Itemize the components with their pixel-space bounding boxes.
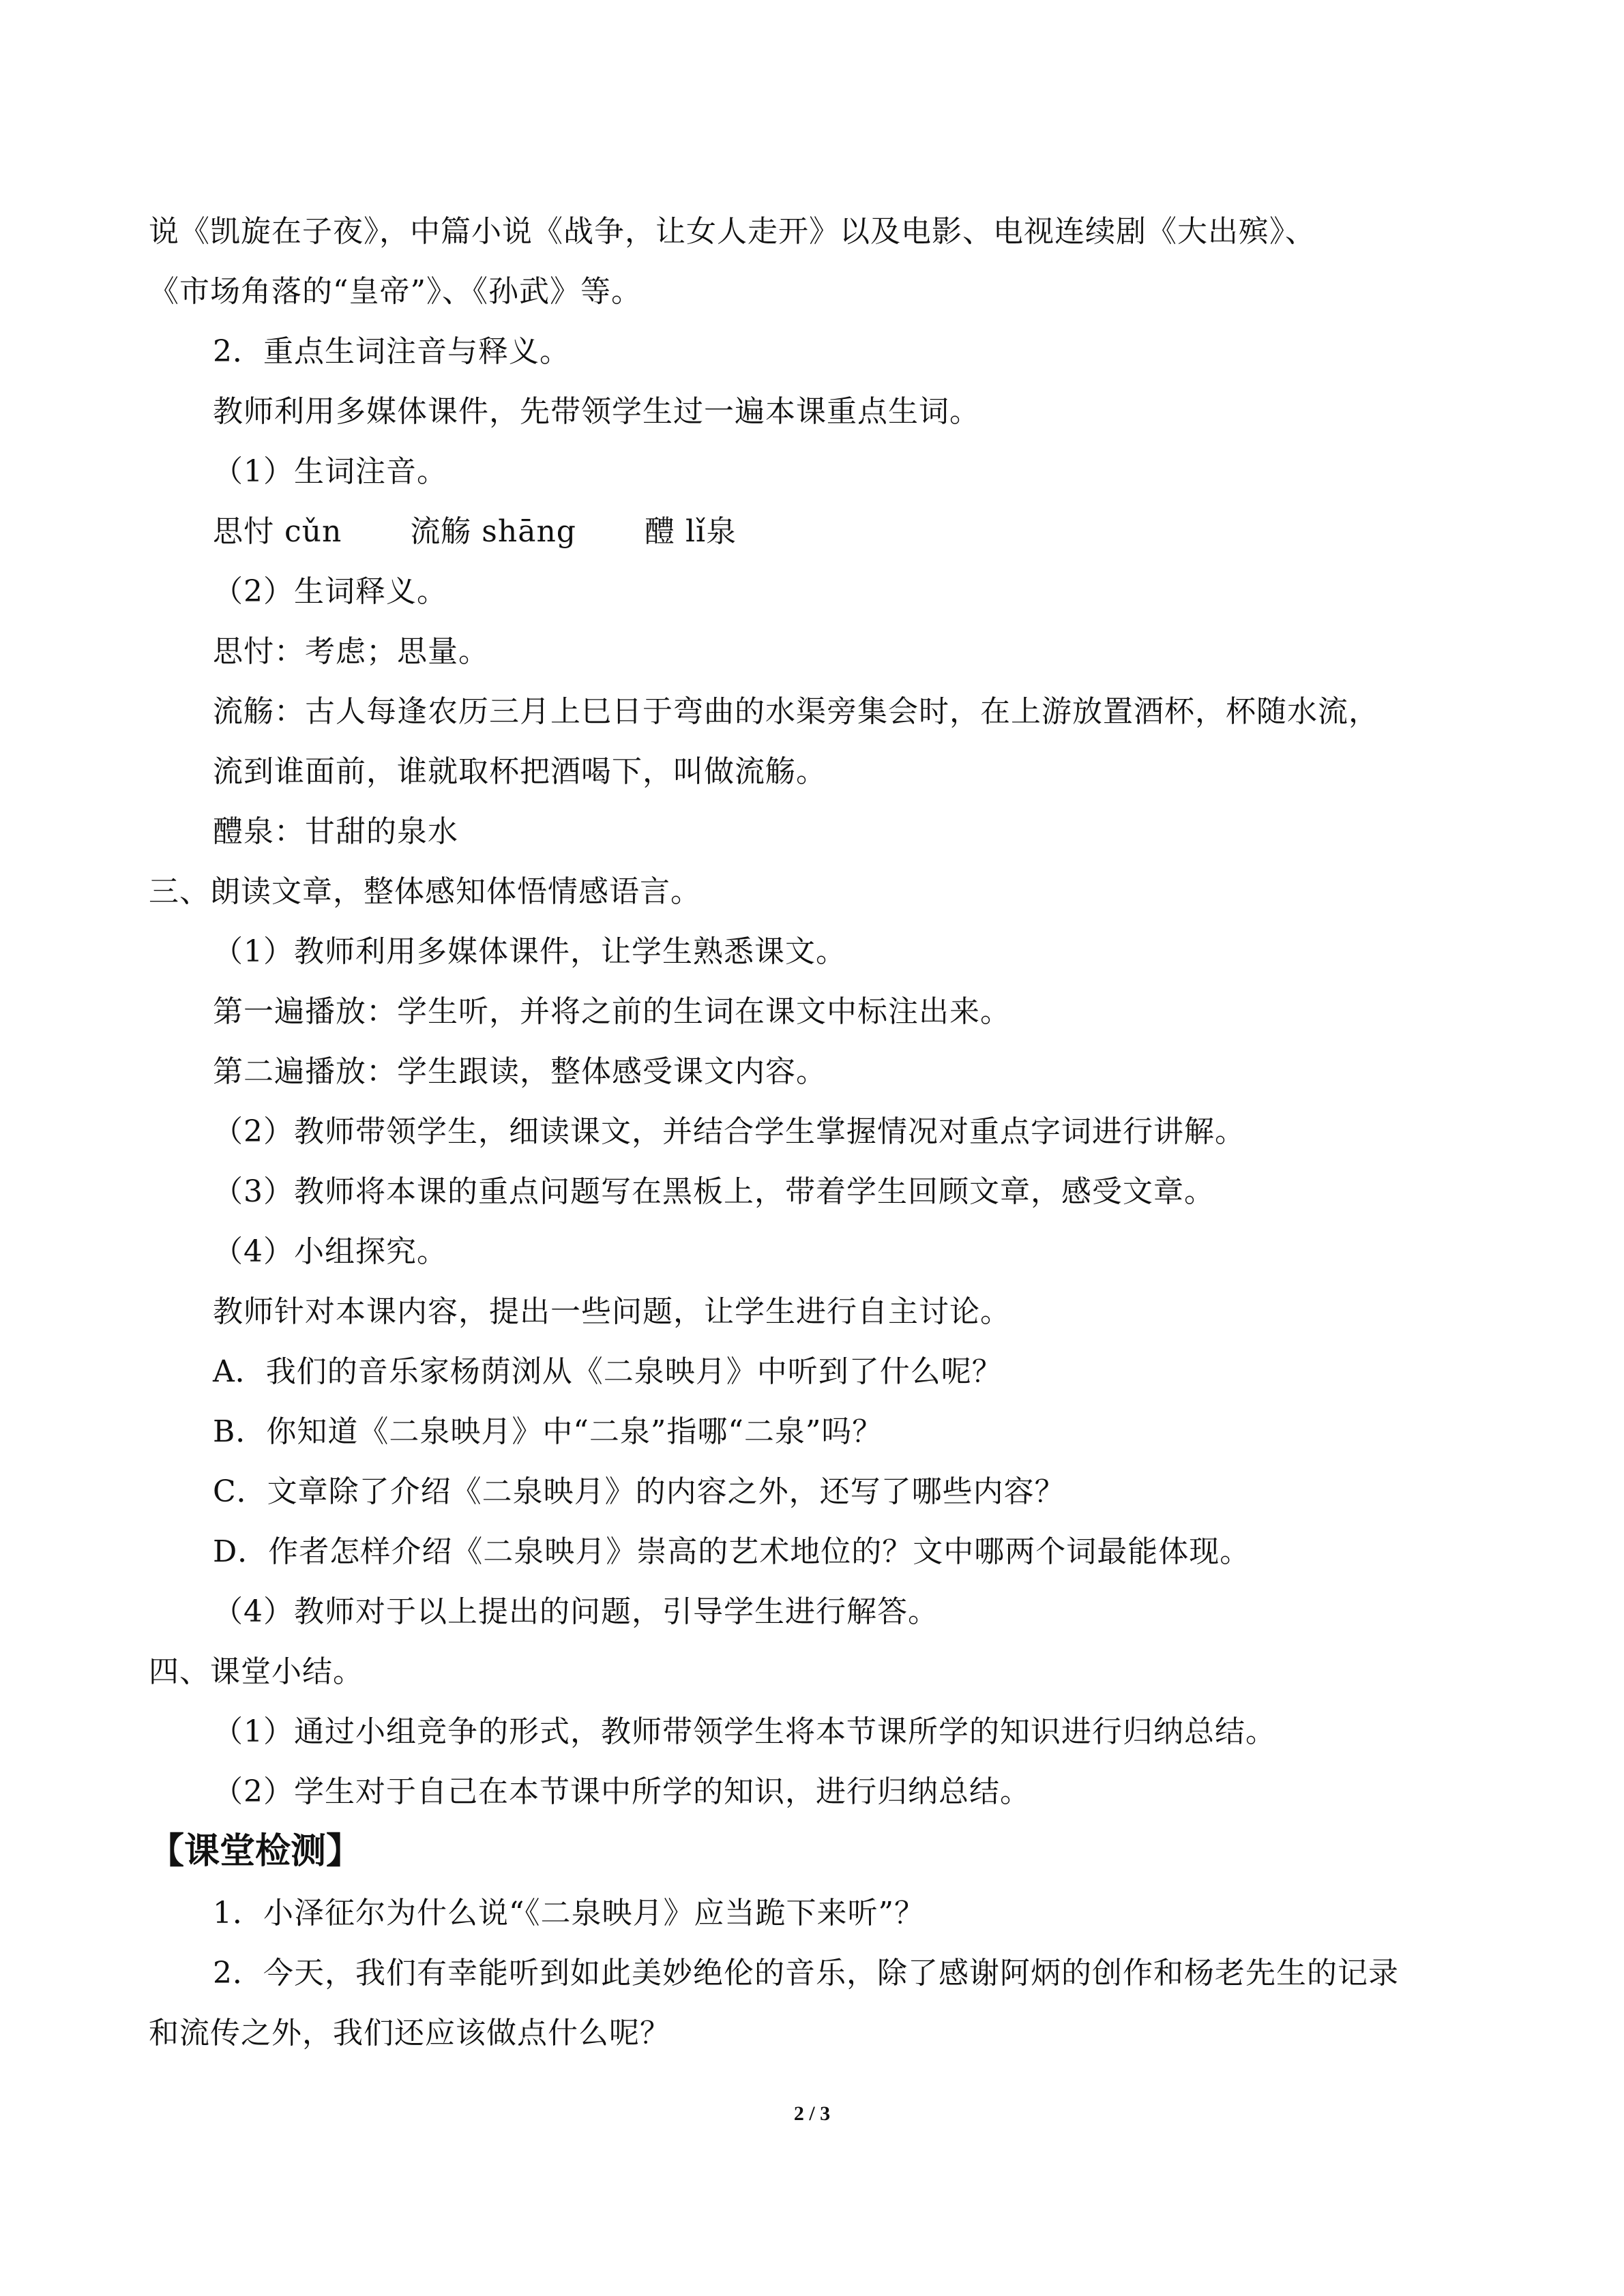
text-line: （2）生词释义。 — [213, 574, 447, 609]
exercise-question: 1．小泽征尔为什么说“《二泉映月》应当跪下来听”？ — [213, 1896, 925, 1930]
section-title: 三、朗读文章，整体感知体悟情感语言。 — [149, 874, 701, 909]
text-line: 醴泉：甘甜的泉水 — [213, 814, 458, 849]
text-line: 流到谁面前，谁就取杯把酒喝下，叫做流觞。 — [213, 754, 827, 789]
pinyin-word: 醴 lǐ泉 — [644, 514, 737, 549]
text-line: （3）教师将本课的重点问题写在黑板上，带着学生回顾文章，感受文章。 — [213, 1174, 1215, 1209]
text-line: 说《凯旋在子夜》，中篇小说《战争，让女人走开》以及电影、电视连续剧《大出殡》、 — [149, 214, 1316, 249]
page-number: 2 / 3 — [793, 2102, 831, 2125]
text-line: 教师利用多媒体课件，先带领学生过一遍本课重点生词。 — [213, 394, 980, 429]
text-line: 思忖：考虑；思量。 — [213, 634, 489, 669]
text-line: （2）教师带领学生，细读课文，并结合学生掌握情况对重点字词进行讲解。 — [213, 1114, 1245, 1149]
section-heading: 【课堂检测】 — [149, 1831, 362, 1872]
text-line: （1）生词注音。 — [213, 454, 447, 489]
text-line: 第一遍播放：学生听，并将之前的生词在课文中标注出来。 — [213, 994, 1011, 1029]
question-item: B．你知道《二泉映月》中“二泉”指哪“二泉”吗？ — [213, 1414, 883, 1449]
section-title: 四、课堂小结。 — [149, 1654, 364, 1689]
text-line: 2．重点生词注音与释义。 — [213, 334, 570, 369]
text-line: 流觞：古人每逢农历三月上巳日于弯曲的水渠旁集会时，在上游放置酒杯，杯随水流， — [213, 694, 1379, 729]
question-item: A．我们的音乐家杨荫浏从《二泉映月》中听到了什么呢？ — [213, 1354, 1003, 1389]
pinyin-word: 流觞 shāng — [410, 514, 576, 549]
exercise-question: 2．今天，我们有幸能听到如此美妙绝伦的音乐，除了感谢阿炳的创作和杨老先生的记录 — [213, 1956, 1399, 1991]
text-line: （4）教师对于以上提出的问题，引导学生进行解答。 — [213, 1594, 939, 1629]
question-item: D．作者怎样介绍《二泉映月》崇高的艺术地位的？文中哪两个词最能体现。 — [213, 1534, 1251, 1569]
text-line: （1）教师利用多媒体课件，让学生熟悉课文。 — [213, 934, 846, 969]
pinyin-line — [213, 511, 737, 552]
text-line: 教师针对本课内容，提出一些问题，让学生进行自主讨论。 — [213, 1294, 1011, 1329]
text-line: 《市场角落的“皇帝”》、《孙武》等。 — [149, 274, 642, 309]
text-line: 第二遍播放：学生跟读，整体感受课文内容。 — [213, 1054, 827, 1089]
text-line: （4）小组探究。 — [213, 1234, 447, 1269]
exercise-question: 和流传之外，我们还应该做点什么呢？ — [149, 2016, 670, 2051]
question-item: C．文章除了介绍《二泉映月》的内容之外，还写了哪些内容？ — [213, 1474, 1065, 1509]
text-line: （2）学生对于自己在本节课中所学的知识，进行归纳总结。 — [213, 1774, 1031, 1809]
text-line: （1）通过小组竞争的形式，教师带领学生将本节课所学的知识进行归纳总结。 — [213, 1714, 1276, 1749]
pinyin-word: 思忖 cǔn — [213, 514, 342, 549]
